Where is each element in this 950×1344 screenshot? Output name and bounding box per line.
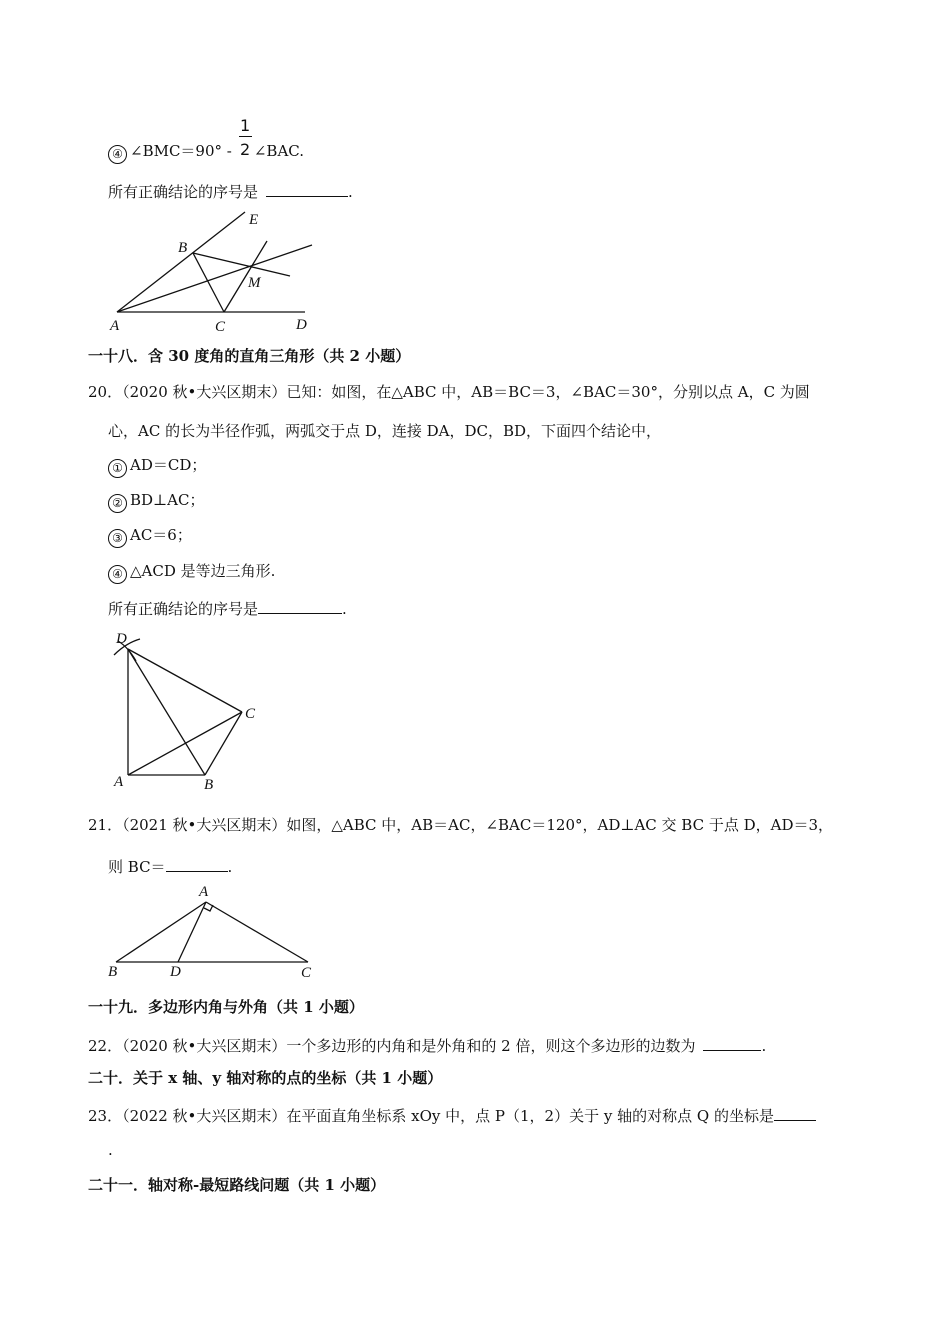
label-C: C	[215, 319, 226, 335]
q20-option-1: ① AD＝CD；	[108, 458, 206, 478]
label-B: B	[204, 777, 214, 793]
segment-DB	[128, 649, 205, 775]
figure-q19	[100, 205, 330, 340]
q20-prompt: 所有正确结论的序号是 .	[108, 600, 347, 618]
fraction-denominator: 2	[240, 140, 251, 159]
label-C: C	[301, 965, 312, 980]
fraction-numerator: 1	[240, 116, 251, 135]
answer-blank	[774, 1106, 816, 1121]
line-BM	[193, 253, 290, 276]
answer-blank	[703, 1036, 761, 1051]
answer-blank	[266, 182, 348, 197]
q19-prompt: 所有正确结论的序号是 .	[108, 183, 353, 201]
answer-blank	[258, 599, 342, 614]
question-number: 23．	[88, 1107, 123, 1125]
q20-line1: 20．（2020 秋•大兴区期末）已知：如图，在△ABC 中，AB＝BC＝3，∠BAC＝30°，分别以点 A，C 为圆	[88, 383, 810, 401]
q22: 22．（2020 秋•大兴区期末）一个多边形的内角和是外角和的 2 倍，则这个多边形的边数为 .	[88, 1037, 767, 1055]
label-C: C	[245, 706, 256, 722]
section-heading-20: 二十．关于 x 轴、y 轴对称的点的坐标（共 1 小题）	[88, 1069, 443, 1087]
line-CM	[224, 241, 267, 312]
figure-q21	[100, 880, 330, 980]
q19-item4: ④ ∠BMC＝90° - ∠BAC.	[108, 144, 304, 164]
answer-blank	[166, 857, 228, 872]
line-AM-ext	[117, 245, 312, 312]
q23-end: .	[108, 1141, 113, 1159]
label-D: D	[170, 964, 181, 980]
fraction-bar	[239, 136, 252, 137]
label-M: M	[248, 275, 261, 291]
label-A: A	[110, 318, 120, 334]
label-A: A	[199, 884, 209, 900]
segment-BC	[205, 712, 242, 775]
segment-DC	[128, 649, 242, 712]
question-number: 20．	[88, 383, 123, 401]
figure-q20	[100, 625, 280, 795]
line-BC	[193, 253, 224, 312]
q20-line2: 心，AC 的长为半径作弧，两弧交于点 D，连接 DA，DC，BD，下面四个结论中，	[108, 422, 662, 440]
q20-option-4: ④ △ACD 是等边三角形.	[108, 564, 275, 584]
q21-line1: 21．（2021 秋•大兴区期末）如图，△ABC 中，AB＝AC，∠BAC＝120°，AD⊥AC 交 BC 于点 D，AD＝3，	[88, 816, 834, 834]
section-heading-21: 二十一．轴对称-最短路线问题（共 1 小题）	[88, 1176, 386, 1194]
segment-AC	[206, 902, 308, 962]
question-number: 21．	[88, 816, 123, 834]
label-B: B	[178, 240, 188, 256]
circled-number: ④	[108, 145, 127, 164]
label-B: B	[108, 964, 118, 980]
line-AE	[117, 212, 245, 312]
section-heading-19: 一十九．多边形内角与外角（共 1 小题）	[88, 998, 364, 1016]
q20-option-2: ② BD⊥AC；	[108, 493, 204, 513]
section-heading-18: 一十八．含 30 度角的直角三角形（共 2 小题）	[88, 347, 411, 365]
q21-line2: 则 BC＝ .	[108, 858, 233, 876]
q20-option-3: ③ AC＝6；	[108, 528, 192, 548]
label-A: A	[114, 774, 124, 790]
label-D: D	[116, 631, 127, 647]
question-number: 22．	[88, 1037, 123, 1055]
label-D: D	[296, 317, 307, 333]
label-E: E	[249, 212, 259, 228]
q23: 23．（2022 秋•大兴区期末）在平面直角坐标系 xOy 中，点 P（1，2）关于 y 轴的对称点 Q 的坐标是	[88, 1106, 816, 1124]
segment-AC	[128, 712, 242, 775]
